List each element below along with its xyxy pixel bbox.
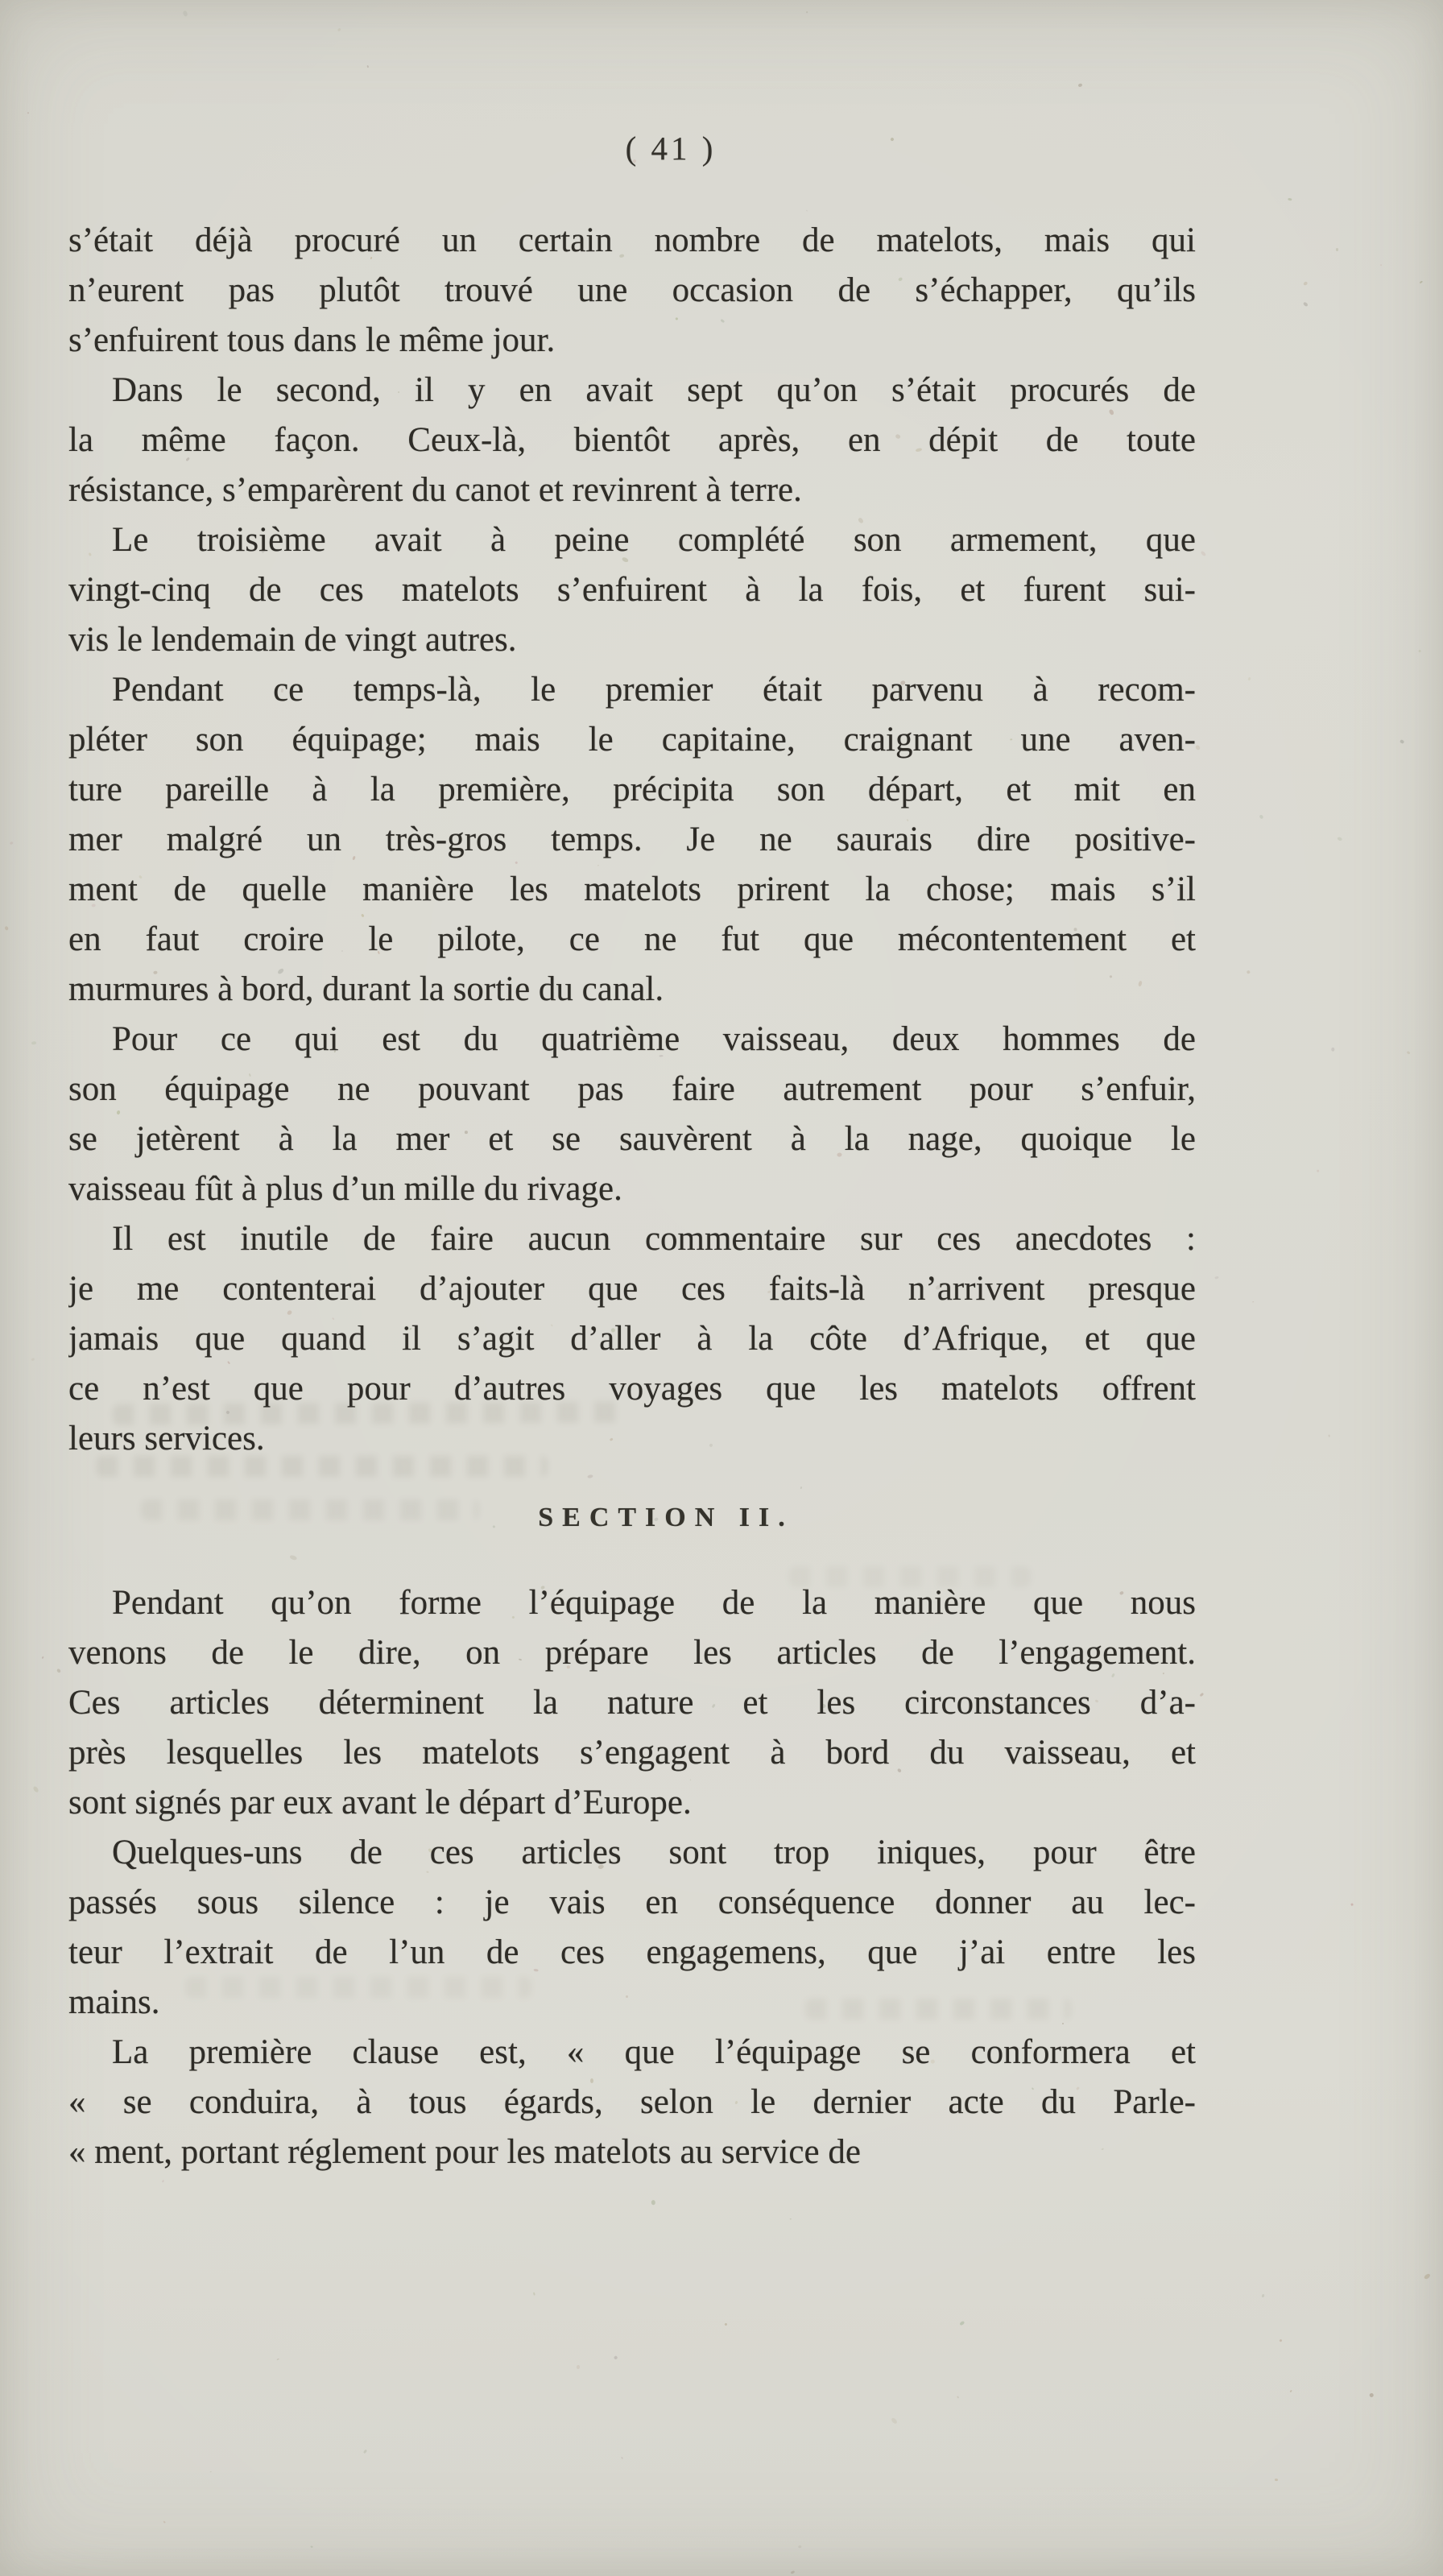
speckle [183, 10, 188, 16]
speckle [621, 2457, 623, 2459]
speckle [31, 1358, 35, 1361]
speckle [805, 11, 808, 14]
paragraph [68, 1214, 1196, 1464]
text-line: je me contenterai d’ajouter que ces faits-là n’arrivent presque [68, 1270, 1196, 1308]
speckle [1246, 970, 1251, 974]
speckle [31, 1041, 36, 1045]
text-line: teur l’extrait de l’un de ces engagemens, que j’ai entre les [68, 1933, 1196, 1971]
speckle [337, 27, 341, 31]
section-heading: SECTION II. [538, 1503, 794, 1532]
speckle [1288, 198, 1292, 201]
speckle [533, 2293, 535, 2296]
text-line: ture pareille à la première, précipita son départ, et mit en [68, 771, 1196, 808]
text-line: passés sous silence : je vais en conséquence donner au lec- [68, 1883, 1196, 1921]
text-line: Pendant ce temps-là, le premier était parvenu à recom- [112, 671, 1196, 709]
text-line: pléter son équipage; mais le capitaine, craignant une aven- [68, 721, 1196, 759]
speckle [363, 2450, 368, 2454]
text-line: Le troisième avait à peine complété son armement, que [112, 521, 1196, 559]
text-line: ment de quelle manière les matelots prirent la chose; mais s’il [68, 870, 1196, 908]
paragraph [68, 665, 1196, 1015]
speckle [1420, 280, 1423, 283]
speckle [1275, 2479, 1278, 2482]
text-line: près lesquelles les matelots s’engagent à bord du vaisseau, et [68, 1734, 1196, 1772]
text-line: la même façon. Ceux-là, bientôt après, en dépit de toute [68, 421, 1196, 459]
speckle [614, 2355, 618, 2359]
speckle [1215, 1276, 1219, 1280]
speckle [1077, 83, 1082, 87]
text-line: se jetèrent à la mer et se sauvèrent à la nage, quoique le [68, 1120, 1196, 1158]
speckle [1200, 1693, 1204, 1697]
body-text [68, 216, 1196, 2177]
speckle [1317, 1170, 1319, 1172]
text-line: jamais que quand il s’agit d’aller à la côte d’Afrique, et que [68, 1320, 1196, 1358]
speckle [1259, 814, 1264, 819]
speckle [1289, 2390, 1292, 2393]
speckle [367, 65, 369, 68]
speckle [27, 112, 30, 114]
text-line: murmures à bord, durant la sortie du canal. [68, 970, 664, 1008]
text-line: sont signés par eux avant le départ d’Europe. [68, 1784, 692, 1821]
speckle [4, 925, 9, 930]
speckle [1419, 650, 1421, 652]
speckle [1329, 1435, 1330, 1437]
speckle [790, 2218, 792, 2219]
text-line: Ces articles déterminent la nature et les circonstances d’a- [68, 1684, 1196, 1722]
text-line: s’enfuirent tous dans le même jour. [68, 321, 556, 359]
speckle [651, 2200, 655, 2206]
text-line: ce n’est que pour d’autres voyages que les matelots offrent [68, 1370, 1196, 1408]
text-line: « se conduira, à tous égards, selon le dernier acte du Parle- [68, 2083, 1196, 2121]
paragraph [68, 515, 1196, 665]
speckle [959, 2321, 965, 2326]
speckle [41, 1656, 44, 1660]
text-line: La première clause est, « que l’équipage se conformera et [112, 2033, 1196, 2071]
speckle [1247, 677, 1251, 681]
text-line: Dans le second, il y en avait sept qu’on s’était procurés de [112, 371, 1196, 409]
speckle [1302, 301, 1308, 307]
paragraph [68, 216, 1196, 366]
speckle [1424, 2273, 1431, 2280]
text-line: leurs services. [68, 1420, 265, 1458]
speckle [1331, 1048, 1334, 1052]
speckle [1351, 1904, 1354, 1906]
speckle [56, 1668, 61, 1673]
paragraph [68, 1578, 1196, 1828]
paragraph [68, 366, 1196, 515]
text-line: vis le lendemain de vingt autres. [68, 621, 517, 659]
text-line: mains. [68, 1983, 160, 2021]
speckle [310, 2545, 313, 2548]
speckle [806, 210, 808, 212]
speckle [162, 2180, 164, 2183]
text-line: Quelques-uns de ces articles sont trop iniques, pour être [112, 1834, 1196, 1871]
speckle [1338, 837, 1343, 841]
speckle [799, 2545, 802, 2549]
speckle [10, 841, 13, 845]
speckle [577, 2365, 580, 2370]
speckle [1370, 2393, 1374, 2397]
text-line: mer malgré un très-gros temps. Je ne saurais dire positive- [68, 821, 1196, 858]
text-line: Pour ce qui est du quatrième vaisseau, deux hommes de [112, 1020, 1196, 1058]
page-number: ( 41 ) [625, 130, 717, 167]
text-line: n’eurent pas plutôt trouvé une occasion de s’échapper, qu’ils [68, 271, 1196, 309]
text-line: vingt-cinq de ces matelots s’enfuirent à la fois, et furent sui- [68, 571, 1196, 609]
speckle [1400, 739, 1404, 744]
speckle [277, 2359, 279, 2360]
text-line: son équipage ne pouvant pas faire autrement pour s’enfuir, [68, 1070, 1196, 1108]
paragraph [68, 1015, 1196, 1214]
paragraph [68, 2028, 1196, 2177]
text-line: s’était déjà procuré un certain nombre de matelots, mais qui [68, 221, 1196, 259]
text-line: résistance, s’emparèrent du canot et revinrent à terre. [68, 471, 802, 509]
speckle [1303, 281, 1308, 286]
speckle [1262, 2294, 1265, 2298]
text-line: Il est inutile de faire aucun commentaire sur ces anecdotes : [112, 1220, 1196, 1258]
speckle [791, 2570, 796, 2574]
paragraph [68, 1828, 1196, 2028]
speckle [210, 2471, 212, 2472]
speckle [891, 2417, 898, 2424]
text-line: Pendant qu’on forme l’équipage de la manière que nous [112, 1584, 1196, 1622]
speckle [1407, 1051, 1411, 1054]
text-line: vaisseau fût à plus d’un mille du rivage. [68, 1170, 622, 1208]
speckle [1252, 1301, 1254, 1303]
text-line: venons de le dire, on prépare les articles de l’engagement. [68, 1634, 1196, 1672]
speckle [1200, 550, 1206, 556]
speckle [1336, 248, 1338, 251]
speckle [724, 2322, 727, 2326]
speckle [1379, 264, 1382, 267]
text-line: en faut croire le pilote, ce ne fut que mécontentement et [68, 920, 1196, 958]
text-line: « ment, portant réglement pour les matelots au service de [68, 2133, 861, 2171]
speckle [163, 2521, 166, 2524]
speckle [32, 1785, 39, 1792]
speckle [1279, 2339, 1282, 2342]
speckle [957, 2396, 959, 2399]
